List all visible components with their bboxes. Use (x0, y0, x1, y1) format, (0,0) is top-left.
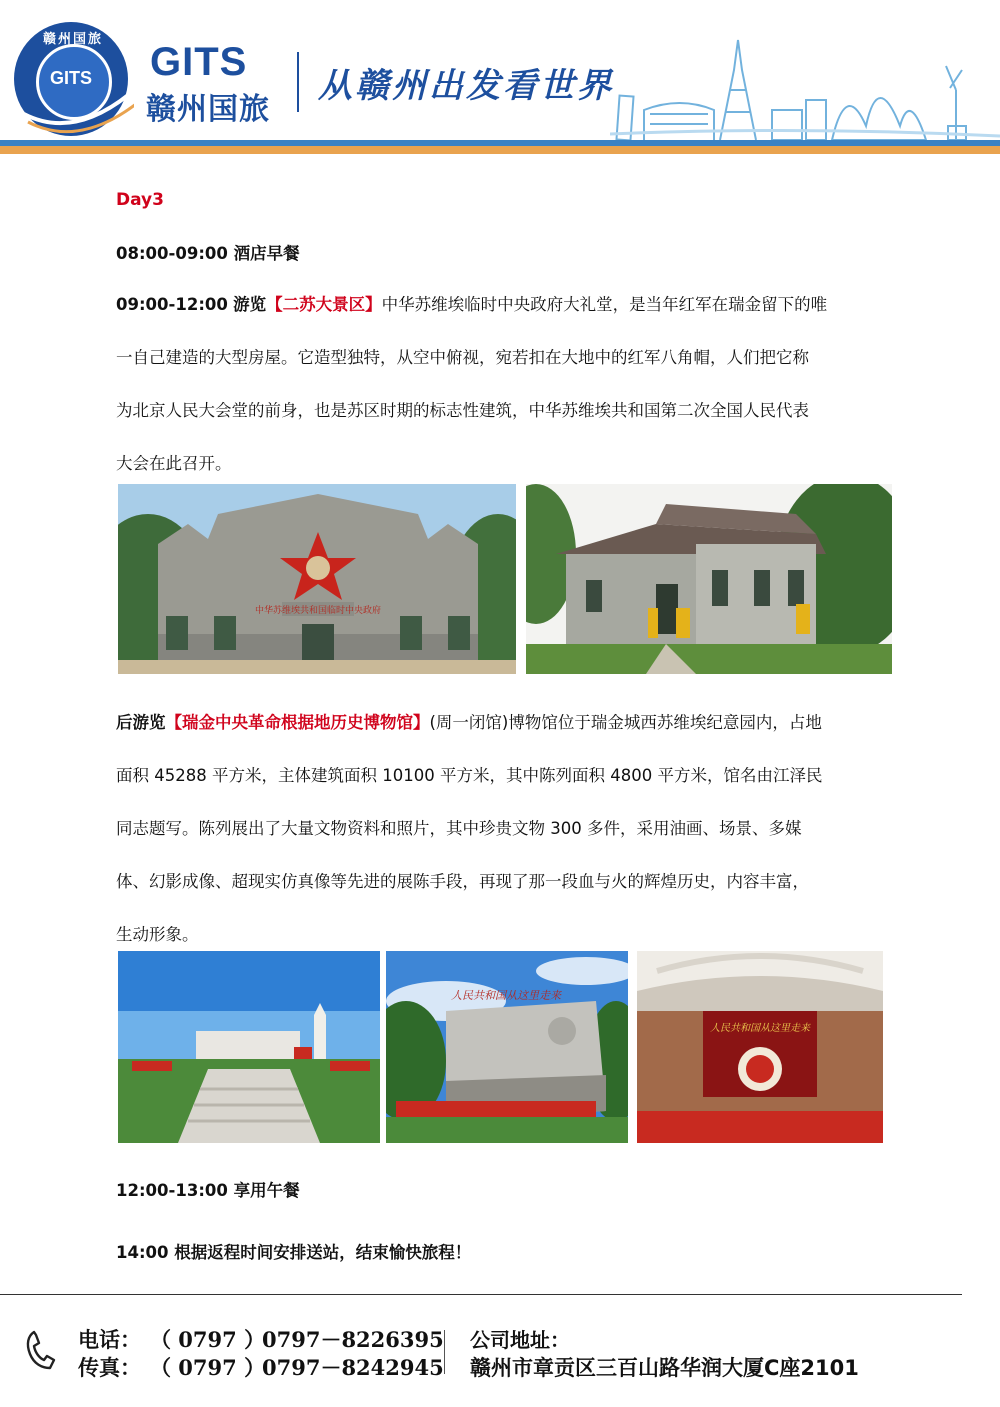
item-breakfast (116, 244, 896, 264)
photo-ersu-auditorium-side (526, 484, 892, 674)
page-header (0, 0, 1000, 160)
tel-area-code: （ 0797 ） (150, 1327, 266, 1352)
address-label: 公司地址： (470, 1328, 570, 1352)
place-name: 【二苏大景区】 (266, 295, 382, 314)
paragraph-line: 生动形象。 (116, 925, 199, 944)
item-lunch (116, 1181, 896, 1201)
fax-area-code: （ 0797 ） (150, 1355, 266, 1380)
logo-mark-text: GITS (49, 68, 92, 88)
item-museum-line1 (116, 713, 896, 733)
hall-banner: 人民共和国从这里走来 (710, 1023, 810, 1034)
building-sign: 中华苏维埃共和国临时中央政府 (254, 606, 382, 616)
item-prefix: 游览 (233, 295, 267, 314)
paragraph-text: 中华苏维埃临时中央政府大礼堂，是当年红军在瑞金留下的唯 (381, 295, 828, 314)
header-slogan: 从赣州出发看世界 (318, 66, 614, 106)
paragraph-line: 同志题写。陈列展出了大量文物资料和照片，其中珍贵文物 300 多件，采用油画、场景、多媒 (116, 819, 802, 838)
item-time: 14:00 (116, 1243, 169, 1262)
fax-label: 传真： (78, 1355, 141, 1380)
brand-name-cn: 赣州国旅 (146, 92, 270, 127)
paragraph-line: 为北京人民大会堂的前身，也是苏区时期的标志性建筑，中华苏维埃共和国第二次全国人民代表 (116, 401, 809, 420)
photo-museum-plaza (118, 951, 380, 1143)
paragraph-line: 面积 45288 平方米，主体建筑面积 10100 平方米，其中陈列面积 4800 平方米，馆名由江泽民 (116, 766, 823, 785)
fax-number: 0797－8242945 (262, 1355, 444, 1380)
brand-name-en: GITS (150, 40, 248, 84)
item-text: 酒店早餐 (233, 244, 300, 263)
photo-museum-monument (386, 951, 628, 1143)
logo-swoosh-icon (14, 22, 134, 142)
footer-divider (444, 1330, 445, 1374)
company-address: 赣州市章贡区三百山路华润大厦C座2101 (470, 1356, 859, 1380)
paragraph-text: (周一闭馆)博物馆位于瑞金城西苏维埃纪意园内，占地 (429, 713, 822, 732)
header-divider (297, 52, 299, 112)
logo-ring-text: 赣州国旅 (42, 32, 103, 47)
item-time: 08:00-09:00 (116, 244, 228, 263)
telephone-icon (20, 1326, 66, 1372)
place-name: 【瑞金中央革命根据地历史博物馆】 (165, 713, 430, 732)
header-band-orange (0, 146, 1000, 154)
paragraph-line: 大会在此召开。 (116, 454, 232, 473)
photo-museum-hall (637, 951, 883, 1143)
item-time: 12:00-13:00 (116, 1181, 228, 1200)
monument-banner: 人民共和国从这里走来 (451, 989, 561, 1002)
item-ersu-line1 (116, 295, 896, 315)
paragraph-line: 体、幻影成像、超现实仿真像等先进的展陈手段，再现了那一段血与火的辉煌历史，内容丰富， (116, 872, 809, 891)
world-landmarks-skyline-icon (610, 30, 1000, 142)
item-prefix: 后游览 (116, 713, 166, 732)
tel-number: 0797－8226395 (262, 1327, 444, 1352)
footer-rule (0, 1294, 962, 1295)
day-heading: Day3 (116, 190, 164, 210)
photo-ersu-auditorium-front (118, 484, 516, 674)
item-departure (116, 1243, 896, 1263)
item-text: 根据返程时间安排送站，结束愉快旅程！ (174, 1243, 472, 1262)
item-time: 09:00-12:00 (116, 295, 228, 314)
paragraph-line: 一自己建造的大型房屋。它造型独特，从空中俯视，宛若扣在大地中的红军八角帽，人们把它称 (116, 348, 809, 367)
tel-label: 电话： (78, 1327, 141, 1352)
item-text: 享用午餐 (233, 1181, 300, 1200)
